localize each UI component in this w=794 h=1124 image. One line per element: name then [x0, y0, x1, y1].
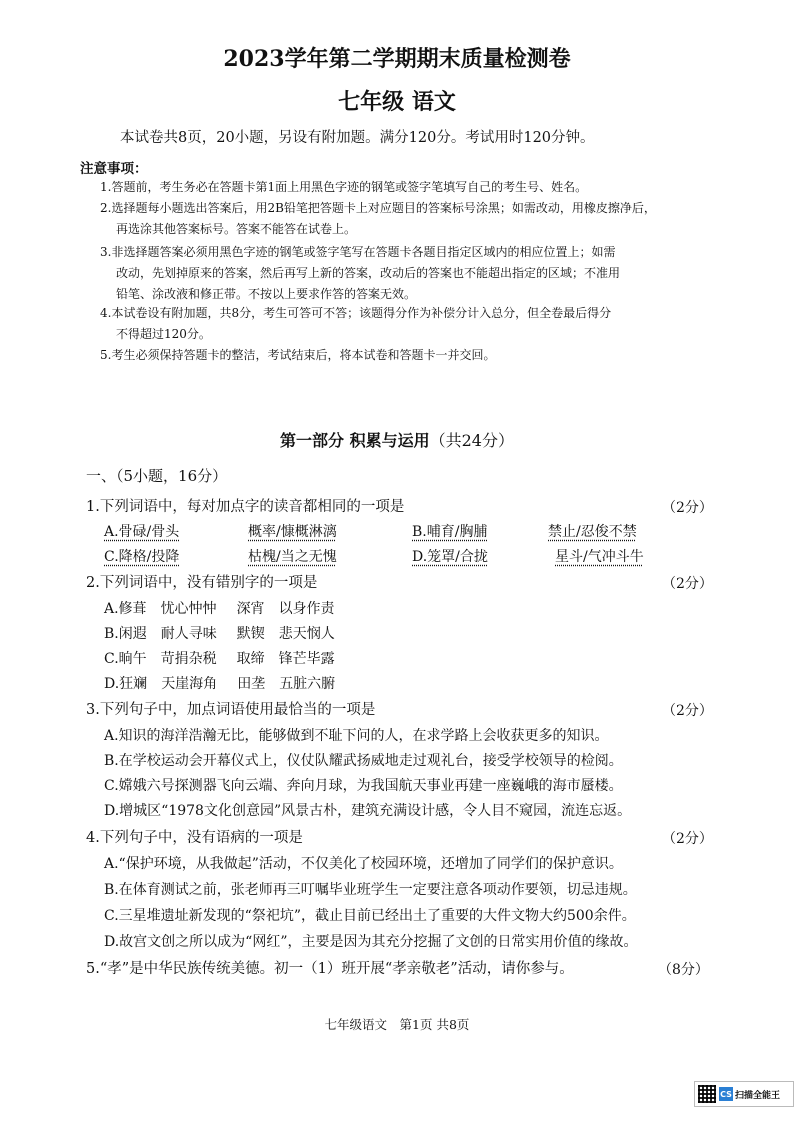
- q4-option-c: C.三星堆遗址新发现的“祭祀坑”，截止目前已经出土了重要的大件文物大约500余件。: [104, 908, 636, 924]
- notice-title: 注意事项：: [80, 161, 148, 177]
- section-title: 一、（5小题，16分）: [86, 467, 228, 485]
- q2-option-c: C.晌午 苛捐杂税 取缔 锋芒毕露: [104, 651, 335, 667]
- q2-stem: 2.下列词语中，没有错别字的一项是: [86, 575, 318, 591]
- q3-option-c: C.嫦娥六号探测器飞向云端、奔向月球，为我国航天事业再建一座巍峨的海市蜃楼。: [104, 778, 623, 794]
- part-title: 第一部分 积累与运用（共24分）: [280, 431, 514, 450]
- q4-stem: 4.下列句子中，没有语病的一项是: [86, 830, 303, 846]
- q1-option-d1: D.笼罩/合拢: [412, 549, 488, 565]
- q5-stem: 5.“孝”是中华民族传统美德。初一（1）班开展“孝亲敬老”活动，请你参与。: [86, 961, 574, 977]
- qr-code-icon: [698, 1085, 716, 1103]
- q2-score: （2分）: [662, 576, 713, 592]
- q3-option-a: A.知识的海洋浩瀚无比，能够做到不耻下问的人，在求学路上会收获更多的知识。: [104, 728, 609, 744]
- q1-option-d2: 星斗/气冲斗牛: [555, 549, 644, 565]
- exam-title: 2023学年第二学期期末质量检测卷: [223, 46, 571, 72]
- q5-score: （8分）: [658, 962, 709, 978]
- q1-option-a2: 概率/慷概淋漓: [248, 524, 337, 540]
- q3-option-d: D.增城区“1978文化创意园”风景古朴，建筑充满设计感，令人目不窥园，流连忘返。: [104, 803, 632, 819]
- q1-option-c1: C.降格/投降: [104, 549, 180, 565]
- q1-score: （2分）: [662, 500, 713, 516]
- q1-option-c2: 枯槐/当之无愧: [248, 549, 337, 565]
- q1-option-b2: 禁止/忍俊不禁: [548, 524, 637, 540]
- q4-score: （2分）: [662, 831, 713, 847]
- q1-option-a1: A.骨碌/骨头: [104, 524, 180, 540]
- exam-intro: 本试卷共8页，20小题，另设有附加题。满分120分。考试用时120分钟。: [120, 130, 595, 146]
- exam-subtitle: 七年级 语文: [338, 89, 456, 115]
- part-score: （共24分）: [429, 431, 514, 450]
- q2-option-a: A.修葺 忧心忡忡 深宵 以身作责: [104, 601, 335, 617]
- notice-item-1: 1.答题前，考生务必在答题卡第1面上用黑色字迹的钢笔或签字笔填写自己的考生号、姓名。: [100, 180, 588, 194]
- page-footer: 七年级语文 第1页 共8页: [324, 1017, 470, 1032]
- notice-item-5: 5.考生必须保持答题卡的整洁，考试结束后，将本试卷和答题卡一并交回。: [100, 348, 496, 362]
- notice-item-3: 3.非选择题答案必须用黑色字迹的钢笔或签字笔写在答题卡各题目指定区域内的相应位置上；如需 改动，先划掉原来的答案，然后再写上新的答案，改动后的答案也不能超出指定的区域；不准用 铅笔、涂改液和修正带。不按以上要求作答的答案无效。: [100, 245, 621, 301]
- q4-option-a: A.“保护环境，从我做起”活动，不仅美化了校园环境，还增加了同学们的保护意识。: [104, 856, 623, 872]
- q4-option-d: D.故宫文创之所以成为“网红”，主要是因为其充分挖掘了文创的日常实用价值的缘故。: [104, 934, 638, 950]
- q1-option-b1: B.哺育/胸脯: [412, 524, 488, 540]
- q1-stem: 1.下列词语中，每对加点字的读音都相同的一项是: [86, 499, 405, 515]
- q3-option-b: B.在学校运动会开幕仪式上，仪仗队耀武扬威地走过观礼台，接受学校领导的检阅。: [104, 753, 623, 769]
- q3-score: （2分）: [662, 703, 713, 719]
- scanner-watermark: [694, 1081, 794, 1107]
- watermark-label: 扫描全能王: [735, 1090, 781, 1101]
- q2-option-d: D.狂斓 天崖海角 田垄 五脏六腑: [104, 676, 336, 692]
- q4-option-b: B.在体育测试之前，张老师再三叮嘱毕业班学生一定要注意各项动作要领，切忌违规。: [104, 882, 637, 898]
- notice-item-2: 2.选择题每小题选出答案后，用2B铅笔把答题卡上对应题目的答案标号涂黑；如需改动，用橡皮擦净后， 再选涂其他答案标号。答案不能答在试卷上。: [100, 201, 656, 236]
- camscanner-logo-icon: CS: [719, 1087, 733, 1101]
- notice-item-4: 4.本试卷设有附加题，共8分，考生可答可不答；该题得分作为补偿分计入总分，但全卷最后得分 不得超过120分。: [100, 306, 612, 341]
- q3-stem: 3.下列句子中，加点词语使用最恰当的一项是: [86, 702, 376, 718]
- q2-option-b: B.闲遐 耐人寻味 默锲 悲天悯人: [104, 626, 335, 642]
